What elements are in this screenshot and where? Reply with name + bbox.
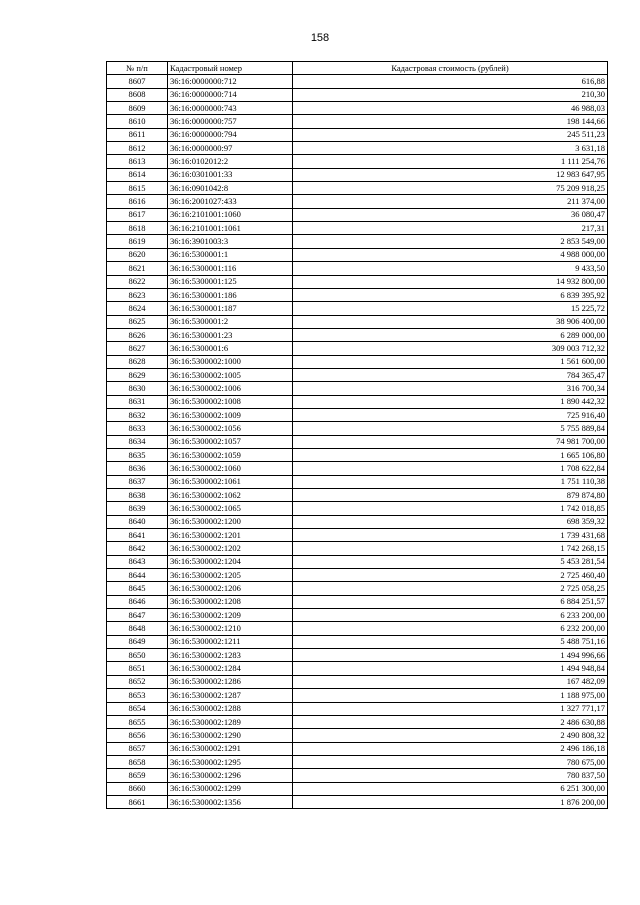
cell-number: 8661 [107,795,168,808]
cell-number: 8657 [107,742,168,755]
cell-number: 8631 [107,395,168,408]
table-row [107,208,608,221]
cell-cadastral-value: 14 932 800,00 [293,275,608,288]
header-number: № п/п [107,62,168,75]
page-number: 158 [310,32,330,44]
cell-cadastral-value: 309 003 712,32 [293,342,608,355]
table-row [107,342,608,355]
cell-number: 8636 [107,462,168,475]
table-row [107,315,608,328]
table-row [107,769,608,782]
cell-cadastral-number: 36:16:5300002:1204 [168,555,293,568]
cell-cadastral-number: 36:16:5300002:1356 [168,795,293,808]
cell-number: 8654 [107,702,168,715]
cell-cadastral-number: 36:16:5300002:1209 [168,609,293,622]
cell-cadastral-value: 316 700,34 [293,382,608,395]
table-row [107,729,608,742]
table-row [107,102,608,115]
cell-number: 8627 [107,342,168,355]
cell-cadastral-value: 1 561 600,00 [293,355,608,368]
cell-cadastral-number: 36:16:5300002:1000 [168,355,293,368]
cell-number: 8626 [107,328,168,341]
table-row [107,168,608,181]
table-row [107,635,608,648]
cell-cadastral-value: 2 853 549,00 [293,235,608,248]
table-row [107,675,608,688]
table-row [107,328,608,341]
cell-cadastral-value: 167 482,09 [293,675,608,688]
cell-cadastral-value: 211 374,00 [293,195,608,208]
cell-cadastral-number: 36:16:0000000:97 [168,142,293,155]
cell-cadastral-value: 12 983 647,95 [293,168,608,181]
cell-cadastral-number: 36:16:5300001:23 [168,328,293,341]
cell-cadastral-value: 6 839 395,92 [293,288,608,301]
cell-cadastral-value: 36 080,47 [293,208,608,221]
cell-cadastral-value: 9 433,50 [293,262,608,275]
cell-cadastral-value: 6 289 000,00 [293,328,608,341]
cell-cadastral-value: 1 188 975,00 [293,689,608,702]
cell-cadastral-number: 36:16:2101001:1060 [168,208,293,221]
cell-cadastral-value: 1 494 996,66 [293,649,608,662]
cell-cadastral-number: 36:16:5300002:1201 [168,529,293,542]
cell-number: 8624 [107,302,168,315]
table-row [107,582,608,595]
cell-cadastral-number: 36:16:5300002:1211 [168,635,293,648]
table-row [107,395,608,408]
cell-number: 8658 [107,755,168,768]
cell-number: 8645 [107,582,168,595]
table-row [107,742,608,755]
cell-number: 8621 [107,262,168,275]
cell-cadastral-number: 36:16:5300002:1286 [168,675,293,688]
cell-cadastral-number: 36:16:2101001:1061 [168,222,293,235]
cell-number: 8637 [107,475,168,488]
cell-cadastral-value: 784 365,47 [293,368,608,381]
table-row [107,75,608,88]
table-row [107,662,608,675]
cell-cadastral-value: 6 233 200,00 [293,609,608,622]
cell-number: 8614 [107,168,168,181]
cell-cadastral-number: 36:16:0000000:794 [168,128,293,141]
table-row [107,489,608,502]
cell-cadastral-value: 780 837,50 [293,769,608,782]
cell-cadastral-number: 36:16:5300001:187 [168,302,293,315]
cell-cadastral-value: 1 665 106,80 [293,448,608,461]
cell-cadastral-number: 36:16:0102012:2 [168,155,293,168]
cell-cadastral-value: 6 232 200,00 [293,622,608,635]
cell-cadastral-number: 36:16:5300002:1296 [168,769,293,782]
cell-number: 8612 [107,142,168,155]
cell-number: 8635 [107,448,168,461]
table-row [107,595,608,608]
table-row [107,529,608,542]
cell-cadastral-number: 36:16:5300002:1006 [168,382,293,395]
cell-cadastral-number: 36:16:5300002:1289 [168,715,293,728]
cell-number: 8659 [107,769,168,782]
cell-number: 8655 [107,715,168,728]
cell-number: 8617 [107,208,168,221]
cell-number: 8648 [107,622,168,635]
table-body [107,75,608,809]
table-row [107,782,608,795]
cell-cadastral-number: 36:16:5300002:1061 [168,475,293,488]
table-row [107,689,608,702]
cell-number: 8643 [107,555,168,568]
cell-cadastral-value: 2 490 808,32 [293,729,608,742]
cell-cadastral-value: 198 144,66 [293,115,608,128]
cell-cadastral-value: 616,88 [293,75,608,88]
cell-number: 8646 [107,595,168,608]
cell-cadastral-number: 36:16:0000000:757 [168,115,293,128]
cell-number: 8616 [107,195,168,208]
cell-cadastral-value: 879 874,80 [293,489,608,502]
cell-number: 8608 [107,88,168,101]
cell-cadastral-number: 36:16:5300002:1210 [168,622,293,635]
cell-cadastral-value: 1 739 431,68 [293,529,608,542]
cell-cadastral-number: 36:16:0000000:714 [168,88,293,101]
cell-number: 8656 [107,729,168,742]
table-row [107,262,608,275]
cell-cadastral-number: 36:16:5300002:1295 [168,755,293,768]
cell-cadastral-number: 36:16:5300002:1008 [168,395,293,408]
cell-cadastral-value: 5 453 281,54 [293,555,608,568]
cell-cadastral-number: 36:16:5300002:1288 [168,702,293,715]
table-row [107,755,608,768]
cell-cadastral-value: 3 631,18 [293,142,608,155]
cell-cadastral-value: 38 906 400,00 [293,315,608,328]
cell-number: 8633 [107,422,168,435]
cell-cadastral-number: 36:16:5300001:6 [168,342,293,355]
table-row [107,609,608,622]
cell-number: 8660 [107,782,168,795]
table-row [107,649,608,662]
cell-cadastral-number: 36:16:0301001:33 [168,168,293,181]
cell-number: 8613 [107,155,168,168]
cell-number: 8610 [107,115,168,128]
cell-cadastral-number: 36:16:5300002:1202 [168,542,293,555]
table-row [107,622,608,635]
table-row [107,422,608,435]
cell-number: 8639 [107,502,168,515]
cell-cadastral-value: 780 675,00 [293,755,608,768]
cell-cadastral-value: 1 742 268,15 [293,542,608,555]
table-row [107,195,608,208]
cell-number: 8642 [107,542,168,555]
cell-cadastral-value: 1 494 948,84 [293,662,608,675]
cell-number: 8609 [107,102,168,115]
cell-number: 8651 [107,662,168,675]
table-row [107,155,608,168]
table-row [107,235,608,248]
cell-cadastral-number: 36:16:5300002:1283 [168,649,293,662]
header-cadastral-value: Кадастровая стоимость (рублей) [293,62,608,75]
cell-number: 8641 [107,529,168,542]
cell-number: 8653 [107,689,168,702]
cell-cadastral-value: 1 708 622,84 [293,462,608,475]
cell-number: 8620 [107,248,168,261]
table-row [107,408,608,421]
cell-cadastral-number: 36:16:0000000:712 [168,75,293,88]
cell-cadastral-value: 74 981 700,00 [293,435,608,448]
cell-cadastral-number: 36:16:5300002:1059 [168,448,293,461]
cell-cadastral-value: 1 876 200,00 [293,795,608,808]
cell-number: 8640 [107,515,168,528]
cell-number: 8644 [107,569,168,582]
cell-cadastral-value: 698 359,32 [293,515,608,528]
table-row [107,302,608,315]
header-cadastral-number: Кадастровый номер [168,62,293,75]
cell-cadastral-number: 36:16:5300002:1065 [168,502,293,515]
cell-cadastral-number: 36:16:5300002:1205 [168,569,293,582]
cell-cadastral-value: 725 916,40 [293,408,608,421]
cell-cadastral-number: 36:16:5300001:2 [168,315,293,328]
table-row [107,275,608,288]
table-row [107,702,608,715]
table-row [107,182,608,195]
table-row [107,142,608,155]
table-row [107,248,608,261]
cell-cadastral-value: 46 988,03 [293,102,608,115]
cell-cadastral-value: 2 725 058,25 [293,582,608,595]
cell-cadastral-value: 5 755 889,84 [293,422,608,435]
table-row [107,502,608,515]
table-row [107,128,608,141]
cell-number: 8622 [107,275,168,288]
cell-cadastral-number: 36:16:5300002:1299 [168,782,293,795]
cell-cadastral-value: 6 251 300,00 [293,782,608,795]
cell-cadastral-value: 1 327 771,17 [293,702,608,715]
table-row [107,435,608,448]
table-row [107,462,608,475]
cell-cadastral-value: 217,31 [293,222,608,235]
table-row [107,715,608,728]
cell-cadastral-number: 36:16:5300002:1005 [168,368,293,381]
table-row [107,222,608,235]
cell-cadastral-number: 36:16:3901003:3 [168,235,293,248]
cell-cadastral-number: 36:16:0000000:743 [168,102,293,115]
cell-cadastral-number: 36:16:5300001:125 [168,275,293,288]
table-row [107,475,608,488]
table-row [107,88,608,101]
table-row [107,382,608,395]
cell-cadastral-number: 36:16:5300001:116 [168,262,293,275]
cell-number: 8628 [107,355,168,368]
cell-number: 8623 [107,288,168,301]
cell-cadastral-number: 36:16:5300002:1060 [168,462,293,475]
table-row [107,795,608,808]
cell-cadastral-number: 36:16:5300001:186 [168,288,293,301]
cell-cadastral-value: 2 486 630,88 [293,715,608,728]
cell-cadastral-value: 1 890 442,32 [293,395,608,408]
cell-number: 8652 [107,675,168,688]
cell-cadastral-number: 36:16:5300002:1290 [168,729,293,742]
cell-number: 8649 [107,635,168,648]
cell-number: 8619 [107,235,168,248]
cell-cadastral-value: 1 751 110,38 [293,475,608,488]
table-row [107,515,608,528]
cell-number: 8638 [107,489,168,502]
cell-number: 8607 [107,75,168,88]
cell-number: 8634 [107,435,168,448]
cell-cadastral-number: 36:16:5300002:1009 [168,408,293,421]
cell-number: 8618 [107,222,168,235]
cell-number: 8647 [107,609,168,622]
table-row [107,288,608,301]
cell-cadastral-number: 36:16:5300002:1056 [168,422,293,435]
cell-number: 8632 [107,408,168,421]
cell-cadastral-value: 2 725 460,40 [293,569,608,582]
cell-number: 8650 [107,649,168,662]
cell-cadastral-value: 210,30 [293,88,608,101]
cell-cadastral-number: 36:16:5300002:1206 [168,582,293,595]
cell-cadastral-value: 1 742 018,85 [293,502,608,515]
table-row [107,368,608,381]
cell-number: 8625 [107,315,168,328]
cell-cadastral-value: 1 111 254,76 [293,155,608,168]
cell-cadastral-number: 36:16:5300002:1284 [168,662,293,675]
cell-cadastral-value: 245 511,23 [293,128,608,141]
cell-number: 8630 [107,382,168,395]
cell-cadastral-number: 36:16:5300002:1062 [168,489,293,502]
table-row [107,542,608,555]
cell-number: 8615 [107,182,168,195]
cell-number: 8611 [107,128,168,141]
cell-cadastral-number: 36:16:5300002:1291 [168,742,293,755]
table-row [107,355,608,368]
table-row [107,555,608,568]
cell-cadastral-value: 4 988 000,00 [293,248,608,261]
cell-cadastral-number: 36:16:2001027:433 [168,195,293,208]
table-row [107,569,608,582]
cell-cadastral-number: 36:16:5300002:1208 [168,595,293,608]
cell-cadastral-number: 36:16:5300002:1200 [168,515,293,528]
cell-number: 8629 [107,368,168,381]
cell-cadastral-number: 36:16:5300001:1 [168,248,293,261]
table-row [107,115,608,128]
table-header-row [107,62,608,75]
cell-cadastral-value: 75 209 918,25 [293,182,608,195]
table-row [107,448,608,461]
cell-cadastral-value: 5 488 751,16 [293,635,608,648]
cadastral-value-table [106,61,608,809]
cell-cadastral-value: 2 496 186,18 [293,742,608,755]
cell-cadastral-number: 36:16:0901042:8 [168,182,293,195]
cell-cadastral-value: 15 225,72 [293,302,608,315]
cell-cadastral-number: 36:16:5300002:1057 [168,435,293,448]
cell-cadastral-number: 36:16:5300002:1287 [168,689,293,702]
cell-cadastral-value: 6 884 251,57 [293,595,608,608]
